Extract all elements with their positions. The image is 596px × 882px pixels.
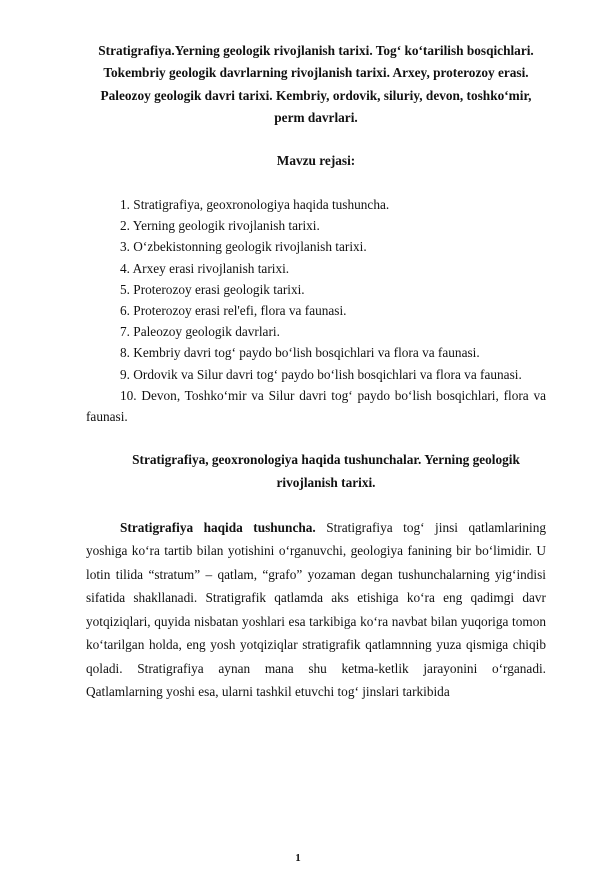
plan-item: 5. Proterozoy erasi geologik tarixi. bbox=[120, 281, 305, 297]
document-title: Stratigrafiya.Yerning geologik rivojlanish tarixi. Tog‘ ko‘tarilish bosqichlari. Tokembriy geologik davrlarning rivojlanish tarixi. Arxey, proterozoy erasi. Paleozoy geologik davri tarixi. Kembriy, ordovik, siluriy, devon, toshko‘mir, perm davrlari. bbox=[98, 43, 534, 126]
plan-item: 6. Proterozoy erasi rel'efi, flora va faunasi. bbox=[120, 303, 347, 319]
plan-item: 8. Kembriy davri tog‘ paydo bo‘lish bosqichlari va flora va faunasi. bbox=[120, 345, 480, 361]
section-title: Stratigrafiya, geoxronologiya haqida tushunchalar. Yerning geologik rivojlanish tarixi. bbox=[132, 452, 520, 490]
plan-item: 1. Stratigrafiya, geoxronologiya haqida tushuncha. bbox=[120, 197, 390, 213]
plan-item: 2. Yerning geologik rivojlanish tarixi. bbox=[120, 218, 320, 234]
body-paragraph bbox=[86, 516, 546, 703]
paragraph-lead: Stratigrafiya haqida tushuncha. bbox=[120, 520, 316, 536]
plan-item: 3. O‘zbekistonning geologik rivojlanish tarixi. bbox=[120, 239, 367, 255]
plan-item: 7. Paleozoy geologik davrlari. bbox=[120, 324, 280, 340]
page-number: 1 bbox=[295, 852, 301, 864]
plan-list bbox=[86, 194, 546, 427]
document-page bbox=[0, 40, 596, 882]
plan-item: 4. Arxey erasi rivojlanish tarixi. bbox=[120, 260, 290, 276]
paragraph-body: Stratigrafiya tog‘ jinsi qatlamlarining yoshiga ko‘ra tartib bilan yotishini o‘rganuvchi, geologiya fanining bir bo‘limidir. U lotin tilida “stratum” – qatlam, “grafo” yozaman degan tushunchalarning yig‘indisi sifatida shakllanadi. Stratigrafik qatlamda aks etishiga ko‘ra eng qadimgi davr yotqiziqlari, quyida nisbatan yoshlari esa tarkibiga ko‘ra navbat bilan yuqoriga tomon ko‘tarilgan holda, eng yosh yotqiziqlar stratigrafik qatlamnning yuza qismiga chiqib qoladi. Stratigrafiya aynan mana shu ketma-ketlik jarayonini o‘rganadi. Qatlamlarning yoshi esa, ularni tashkil etuvchi tog‘ jinslari tarkibida bbox=[86, 520, 546, 699]
plan-title: Mavzu rejasi: bbox=[276, 152, 356, 168]
plan-item: 10. Devon, Toshko‘mir va Silur davri tog‘ paydo bo‘lish bosqichlari, flora va faunasi. bbox=[86, 387, 546, 425]
plan-item: 9. Ordovik va Silur davri tog‘ paydo bo‘lish bosqichlari va flora va faunasi. bbox=[120, 366, 522, 382]
